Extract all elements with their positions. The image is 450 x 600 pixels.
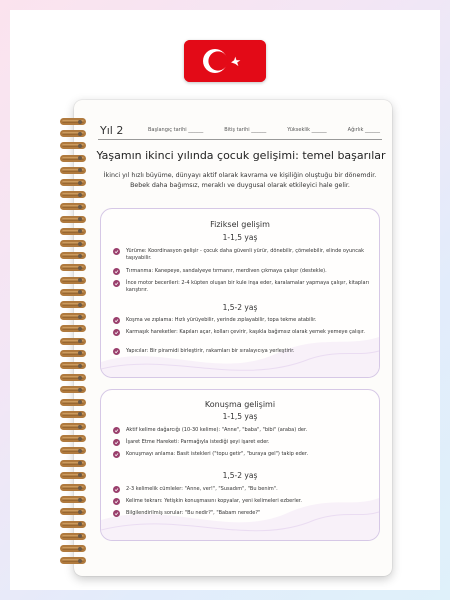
end-date-field[interactable]: Bitiş tarihi ______ [224, 127, 267, 133]
list-item: İnce motor becerileri: 2-4 küpten oluşan bir kule inşa eder, karalamalar yapmaya çalışır, kitapları karıştırır. [113, 280, 371, 294]
physical-development-section [100, 208, 380, 378]
spiral-ring [60, 496, 86, 503]
list-item: Yürüme: Koordinasyon gelişir - çocuk daha güvenli yürür, dönebilir, çömelebilir, elinde oyuncak taşıyabilir. [113, 248, 371, 262]
speech-title: Konuşma gelişimi [204, 400, 276, 409]
list-item: Kelime tekrarı: Yetişkin konuşmasını kopyalar, yeni kelimeleri ezberler. [113, 498, 371, 505]
spiral-ring [60, 460, 86, 467]
spiral-ring [60, 167, 86, 174]
checkmark-icon [113, 348, 120, 355]
spiral-ring [60, 118, 86, 125]
binding-hole [78, 364, 82, 368]
binding-hole [78, 449, 82, 453]
checkmark-icon [113, 248, 120, 255]
spiral-ring [60, 216, 86, 223]
spiral-ring [60, 508, 86, 515]
spiral-ring [60, 386, 86, 393]
binding-hole [78, 327, 82, 331]
binding-hole [78, 303, 82, 307]
spiral-ring [60, 313, 86, 320]
checkmark-icon [113, 451, 120, 458]
binding-hole [78, 486, 82, 490]
checkmark-icon [113, 510, 120, 517]
spiral-ring [60, 277, 86, 284]
spiral-ring [60, 350, 86, 357]
physical-title: Fiziksel gelişim [210, 220, 270, 229]
speech-age-2: 1,5-2 yaş [222, 471, 258, 480]
spiral-ring [60, 228, 86, 235]
list-item: İşaret Etme Hareketi: Parmağıyla istediği şeyi işaret eder. [113, 439, 371, 446]
checkmark-icon [113, 486, 120, 493]
year-label: Yıl 2 [100, 124, 124, 137]
weight-field[interactable]: Ağırlık ______ [347, 127, 380, 133]
decorative-wave [101, 470, 379, 540]
checkmark-icon [113, 427, 120, 434]
page-title: Yaşamın ikinci yılında çocuk gelişimi: temel başarılar [96, 149, 386, 162]
header-divider [98, 139, 382, 140]
list-item: Tırmanma: Kanepeye, sandalyeye tırmanır, merdiven çıkmaya çalışır (destekle). [113, 268, 371, 275]
binding-hole [78, 315, 82, 319]
checkmark-icon [113, 268, 120, 275]
spiral-ring [60, 374, 86, 381]
checkmark-icon [113, 439, 120, 446]
spiral-ring [60, 521, 86, 528]
spiral-ring [60, 533, 86, 540]
spiral-ring [60, 252, 86, 259]
spiral-ring [60, 289, 86, 296]
spiral-ring [60, 545, 86, 552]
physical-age-2: 1,5-2 yaş [222, 303, 258, 312]
height-field[interactable]: Yükseklik ______ [287, 127, 327, 133]
binding-hole [78, 388, 82, 392]
checkmark-icon [113, 329, 120, 336]
checkmark-icon [113, 498, 120, 505]
spiral-ring [60, 325, 86, 332]
binding-hole [78, 547, 82, 551]
checkmark-icon [113, 280, 120, 287]
spiral-ring [60, 240, 86, 247]
binding-hole [78, 254, 82, 258]
spiral-ring [60, 155, 86, 162]
spiral-ring [60, 301, 86, 308]
list-item: Karmaşık hareketler: Kapıları açar, kolları çevirir, kaşıkla bağımsız olarak yemek yemeye çalışır. [113, 329, 371, 336]
spiral-ring [60, 179, 86, 186]
list-item: Yapıcılar: Bir piramidi birleştirir, rakamları bir sıralayıcıya yerleştirir. [113, 348, 371, 355]
turkish-flag-icon [184, 40, 266, 82]
binding-hole [78, 205, 82, 209]
intro-text: İkinci yıl hızlı büyüme, dünyayı aktif olarak kavrama ve kişiliğin oluştuğu bir dönemdir. Bebek daha bağımsız, meraklı ve duygusal olarak etkileyici hale gelir. [103, 172, 377, 189]
binding-hole [78, 120, 82, 124]
list-item: 2-3 kelimelik cümleler: "Anne, ver!", "Susadım", "Bu benim". [113, 486, 371, 493]
binding-hole [78, 437, 82, 441]
spiral-ring [60, 472, 86, 479]
binding-hole [78, 242, 82, 246]
spiral-ring [60, 399, 86, 406]
spiral-ring [60, 191, 86, 198]
spiral-ring [60, 557, 86, 564]
list-item: Koşma ve zıplama: Hızlı yürüyebilir, yerinde zıplayabilir, topa tekme atabilir. [113, 317, 371, 324]
binding-hole [78, 376, 82, 380]
spiral-ring [60, 264, 86, 271]
spiral-ring [60, 447, 86, 454]
binding-hole [78, 498, 82, 502]
checkmark-icon [113, 317, 120, 324]
binding-hole [78, 144, 82, 148]
spiral-ring [60, 203, 86, 210]
spiral-ring [60, 338, 86, 345]
spiral-ring [60, 362, 86, 369]
binding-hole [78, 193, 82, 197]
binding-hole [78, 181, 82, 185]
header-fields [148, 127, 380, 133]
speech-age-1: 1-1,5 yaş [222, 412, 258, 421]
spiral-ring [60, 423, 86, 430]
binding-hole [78, 266, 82, 270]
start-date-field[interactable]: Başlangıç tarihi ______ [148, 127, 204, 133]
spiral-ring [60, 142, 86, 149]
spiral-ring [60, 484, 86, 491]
spiral-ring [60, 411, 86, 418]
speech-development-section [100, 389, 380, 541]
binding-hole [78, 425, 82, 429]
list-item: Bilgilendirilmiş sorular: "Bu nedir?", "Babam nerede?" [113, 510, 371, 517]
spiral-ring [60, 435, 86, 442]
list-item: Aktif kelime dağarcığı (10-30 kelime): "Anne", "baba", "bibi" (araba) der. [113, 427, 371, 434]
physical-age-1: 1-1,5 yaş [222, 233, 258, 242]
binding-hole [78, 559, 82, 563]
spiral-ring [60, 130, 86, 137]
list-item: Konuşmayı anlama: Basit istekleri ("topu getir", "buraya gel") takip eder. [113, 451, 371, 458]
binding-hole [78, 510, 82, 514]
binding-hole [78, 132, 82, 136]
